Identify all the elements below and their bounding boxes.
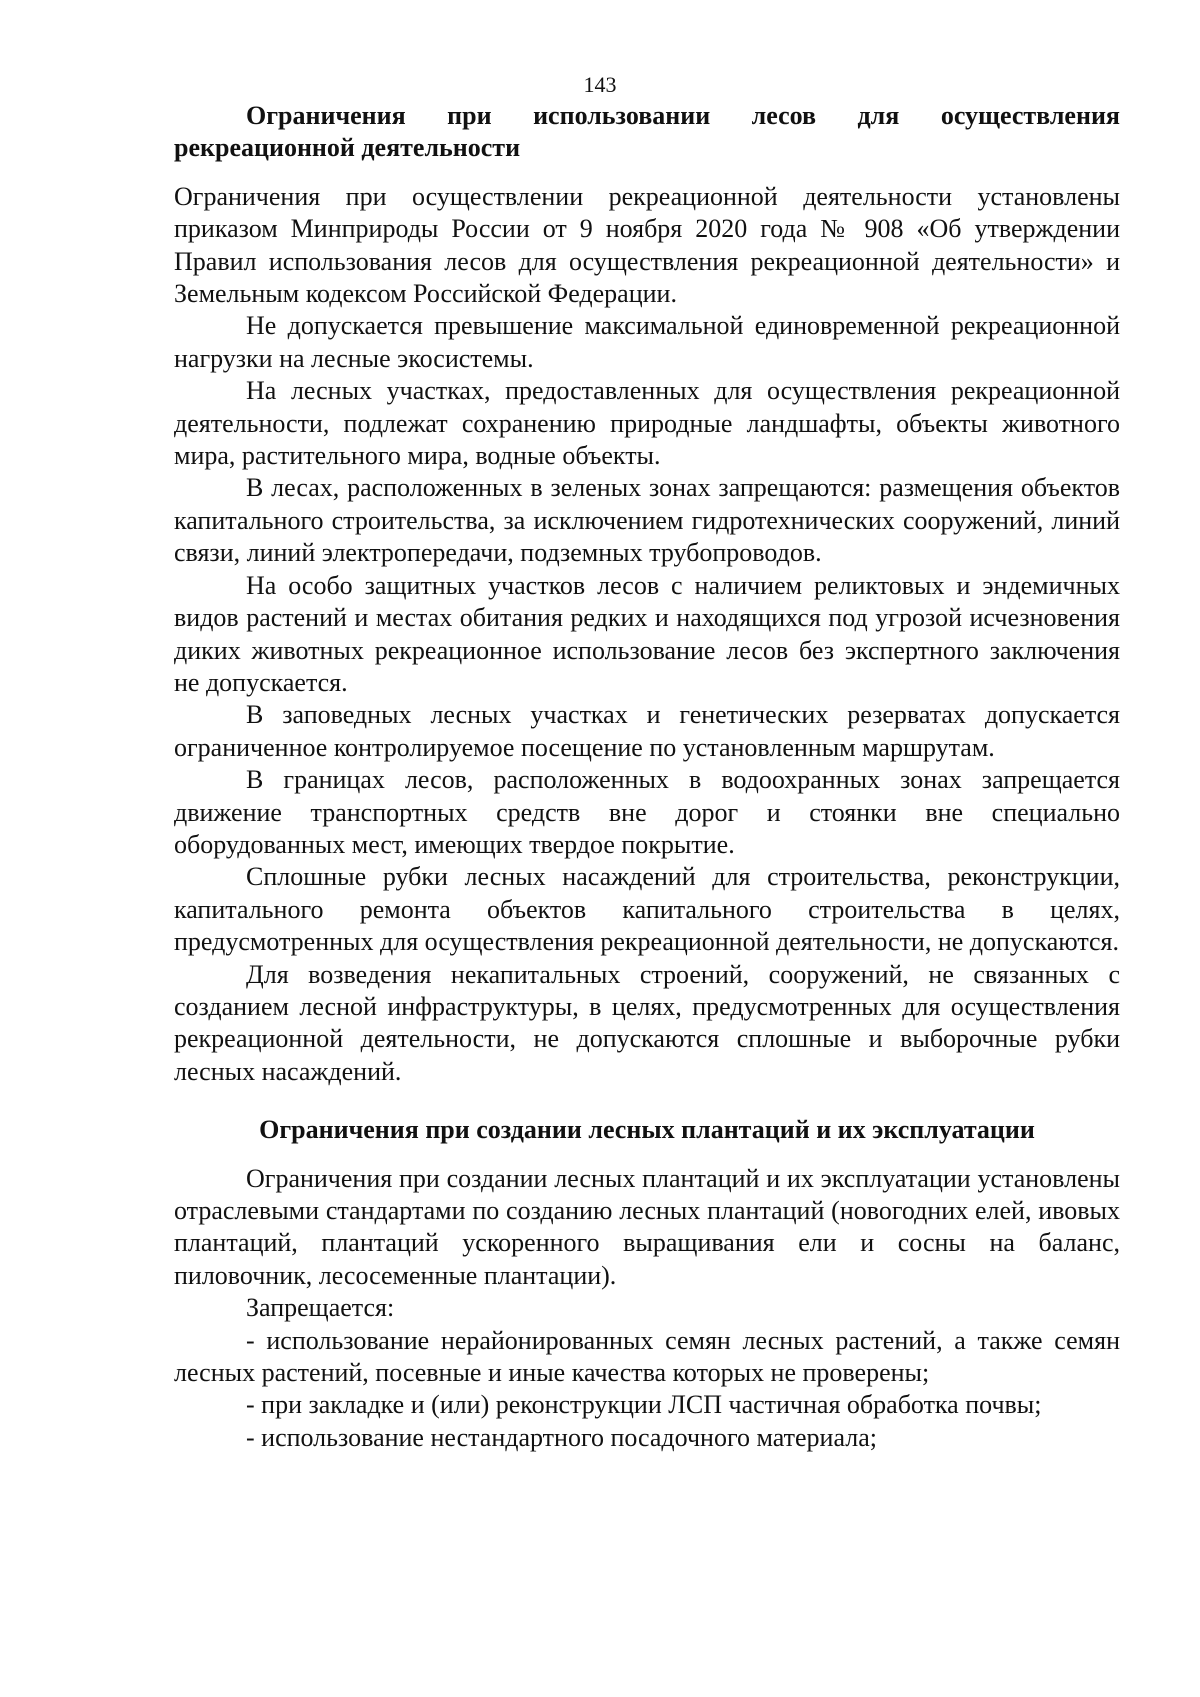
paragraph: Для возведения некапитальных строений, сооружений, не связанных с созданием лесной инфраструктуры, в целях, предусмотренных для осуществления рекреационной деятельности, не допускаются сплошные и выборочные рубки лесных насаждений. — [174, 959, 1120, 1086]
paragraph: Запрещается: — [246, 1293, 395, 1323]
paragraph: На лесных участках, предоставленных для осуществления рекреационной деятельности, подлежат сохранению природные ландшафты, объекты животного мира, растительного мира, водные объекты. — [174, 376, 1120, 471]
section-heading-plantations: Ограничения при создании лесных плантаций и их эксплуатации — [259, 1115, 1035, 1145]
section-heading-recreation: Ограничения при использовании лесов для осуществления рекреационной деятельности — [174, 101, 1120, 163]
document-body — [174, 100, 1120, 1454]
list-item: - использование нерайонированных семян лесных растений, а также семян лесных растений, посевные и иные качества которых не проверены; — [174, 1325, 1120, 1388]
paragraph: В лесах, расположенных в зеленых зонах запрещаются: размещения объектов капитального строительства, за исключением гидротехнических сооружений, линий связи, линий электропередачи, подземных трубопроводов. — [174, 473, 1120, 568]
paragraph: Ограничения при осуществлении рекреационной деятельности установлены приказом Минприроды России от 9 ноября 2020 года № 908 «Об утверждении Правил использования лесов для осуществления рекреационной деятельности» и Земельным кодексом Российской Федерации. — [174, 181, 1120, 309]
paragraph: Не допускается превышение максимальной единовременной рекреационной нагрузки на лесные экосистемы. — [174, 311, 1120, 373]
paragraph: В заповедных лесных участках и генетических резерватах допускается ограниченное контролируемое посещение по установленным маршрутам. — [174, 700, 1120, 762]
paragraph: В границах лесов, расположенных в водоохранных зонах запрещается движение транспортных средств вне дорог и стоянки вне специально оборудованных мест, имеющих твердое покрытие. — [174, 765, 1120, 859]
list-item: - использование нестандартного посадочного материала; — [246, 1422, 877, 1452]
paragraph: На особо защитных участков лесов с наличием реликтовых и эндемичных видов растений и местах обитания редких и находящихся под угрозой исчезновения диких животных рекреационное использование лесов без экспертного заключения не допускается. — [174, 570, 1120, 697]
page-number: 143 — [583, 72, 617, 97]
paragraph: Ограничения при создании лесных плантаций и их эксплуатации установлены отраслевыми стандартами по созданию лесных плантаций (новогодних елей, ивовых плантаций, плантаций ускоренного выращивания ели и сосны на баланс, пиловочник, лесосеменные плантации). — [174, 1163, 1120, 1290]
list-item: - при закладке и (или) реконструкции ЛСП частичная обработка почвы; — [246, 1390, 1042, 1420]
paragraph: Сплошные рубки лесных насаждений для строительства, реконструкции, капитального ремонта объектов капитального строительства в целях, предусмотренных для осуществления рекреационной деятельности, не допускаются. — [174, 862, 1120, 957]
